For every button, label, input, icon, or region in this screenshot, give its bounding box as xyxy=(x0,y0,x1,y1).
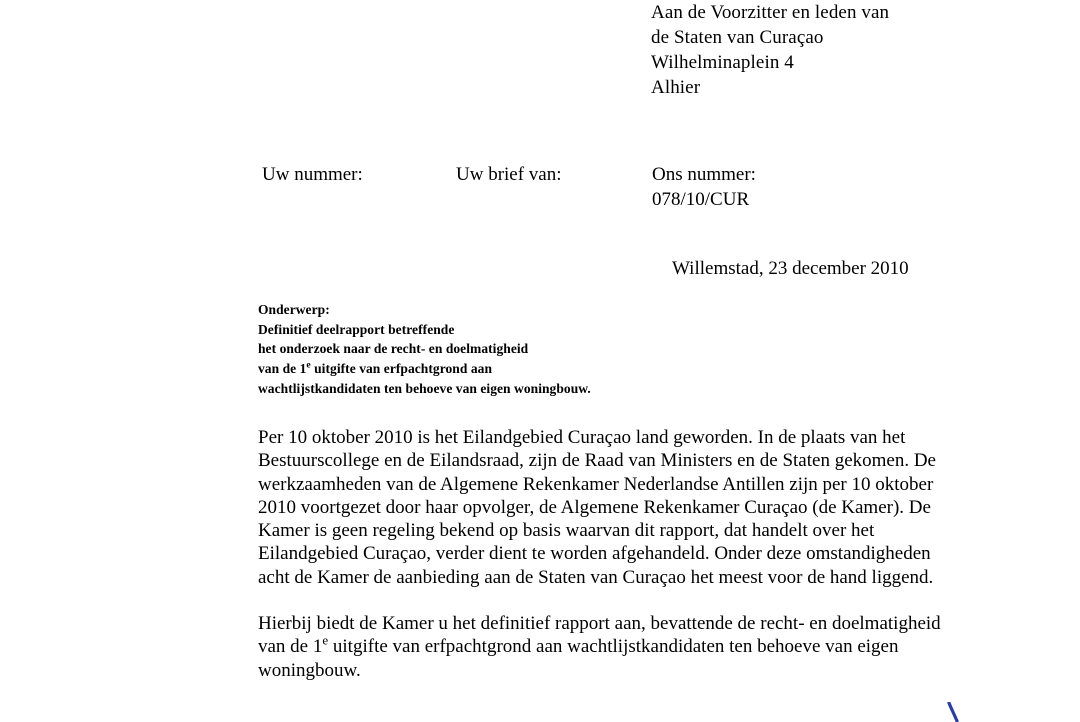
subject-label: Onderwerp: xyxy=(258,302,330,317)
addressee-line-2: de Staten van Curaçao xyxy=(651,27,824,48)
subject-line-3 xyxy=(258,359,778,379)
body-paragraph-2-superscript: e xyxy=(322,633,329,649)
body-paragraph-2-text-after: uitgifte van erfpachtgrond aan wachtlijstkandidaten ten behoeve van eigen woningbouw. xyxy=(258,636,899,681)
ons-nummer-value: 078/10/CUR xyxy=(652,189,750,210)
addressee-line-1: Aan de Voorzitter en leden van xyxy=(651,2,890,23)
subject-block xyxy=(258,300,778,399)
subject-line-3-text-before: van de 1 xyxy=(258,361,307,377)
uw-nummer-label: Uw nummer: xyxy=(262,164,363,185)
ons-nummer-label: Ons nummer: xyxy=(652,164,756,185)
body-paragraph-2 xyxy=(258,612,958,682)
letter-body xyxy=(258,426,958,705)
addressee-line-4: Alhier xyxy=(651,77,701,98)
reference-fields-row xyxy=(0,162,1080,222)
uw-brief-van-label: Uw brief van: xyxy=(456,164,562,185)
subject-line-2: het onderzoek naar de recht- en doelmatigheid xyxy=(258,341,529,357)
signature-ink-mark xyxy=(946,702,970,722)
body-paragraph-2-text-before: Hierbij biedt de Kamer u het definitief rapport aan, bevattende de recht- en doelmatigheid van de 1 xyxy=(258,613,941,658)
body-paragraph-1: Per 10 oktober 2010 is het Eilandgebied Curaçao land geworden. In de plaats van het Bestuurscollege en de Eilandsraad, zijn de Raad van Ministers en de Staten gekomen. De werkzaamheden van de Algemene Rekenkamer Nederlandse Antillen zijn per 10 oktober 2010 voortgezet door haar opvolger, de Algemene Rekenkamer Curaçao (de Kamer). De Kamer is geen regeling bekend op basis waarvan dit rapport, dat handelt over het Eilandgebied Curaçao, verder dient te worden afgehandeld. Onder deze omstandigheden acht de Kamer de aanbieding aan de Staten van Curaçao het meest voor de hand liggend. xyxy=(258,427,936,588)
subject-line-3-superscript: e xyxy=(306,360,311,371)
subject-line-3-text-after: uitgifte van erfpachtgrond aan xyxy=(310,361,493,377)
subject-line-1: Definitief deelrapport betreffende xyxy=(258,321,455,337)
date-line: Willemstad, 23 december 2010 xyxy=(672,258,909,279)
subject-line-4: wachtlijstkandidaten ten behoeve van eigen woningbouw. xyxy=(258,380,591,396)
addressee-block xyxy=(651,0,1051,100)
addressee-line-3: Wilhelminaplein 4 xyxy=(651,52,794,73)
